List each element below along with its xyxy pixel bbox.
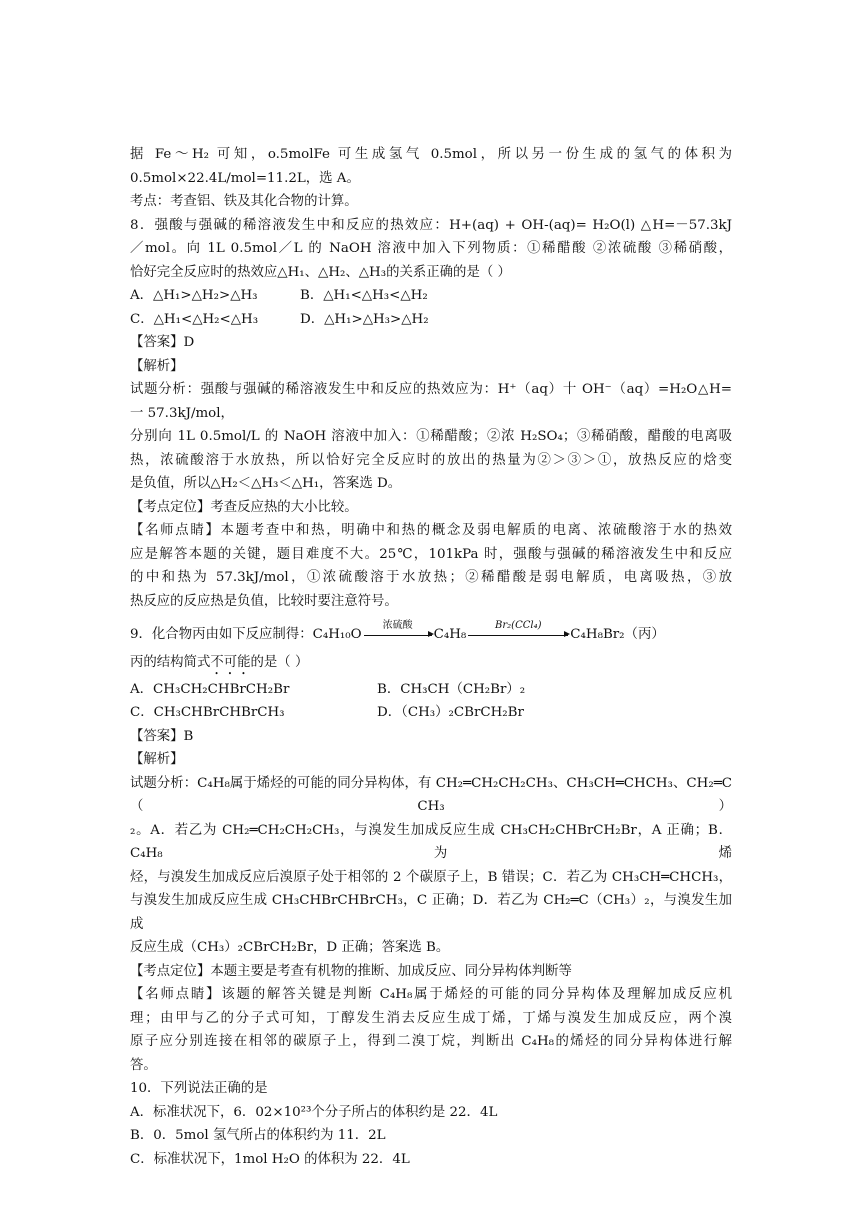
text-line: B．0．5mol 氢气所占的体积约为 11．2L bbox=[130, 1128, 386, 1143]
q9-analysis-heading: 【解析】 bbox=[130, 752, 184, 767]
text-line: 0.5mol×22.4L/mol=11.2L，选 A。 bbox=[130, 170, 360, 186]
q9-reaction bbox=[130, 620, 732, 647]
option-b: B．CH₃CH（CH₂Br）₂ bbox=[377, 681, 526, 697]
q8-answer: 【答案】D bbox=[130, 335, 195, 350]
text-line: 据 Fe～H₂ 可知，o.5molFe 可生成氢气 0.5mol，所以另一份生成的氢气的体积为 bbox=[130, 147, 732, 162]
text-line: 答。 bbox=[130, 1057, 157, 1073]
text-line: 与溴发生加成反应生成 CH₃CHBrCHBrCH₃，C 正确；D．若乙为 CH₂═C（CH₃）₂，与溴发生加成 bbox=[130, 893, 732, 932]
option-a: A．CH₃CH₂CHBrCH₂Br bbox=[130, 681, 290, 697]
text-line: 8．强酸与强碱的稀溶液发生中和反应的热效应：H+(aq) + OH-(aq)= H₂O(l) △H=－57.3kJ bbox=[130, 217, 732, 233]
text-line: 恰好完全反应时的热效应△H₁、△H₂、△H₃的关系正确的是（ ） bbox=[130, 264, 511, 280]
q9-analysis bbox=[130, 772, 732, 1078]
q9-options bbox=[130, 678, 732, 725]
option-b: B．△H₁<△H₃<△H₂ bbox=[300, 288, 428, 303]
text-line: 【考点定位】本题主要是考查有机物的推断、加成反应、同分异构体判断等 bbox=[130, 963, 572, 979]
arrow-1-label: 浓硫酸 bbox=[382, 620, 413, 631]
reaction-arrow-1 bbox=[364, 620, 432, 636]
text-line: 【名师点睛】本题考查中和热，明确中和热的概念及弱电解质的电离、浓硫酸溶于水的热效 bbox=[130, 523, 732, 538]
q9-question-emphasis: 不可能 bbox=[210, 654, 251, 670]
text-line: 烃，与溴发生加成反应后溴原子处于相邻的 2 个碳原子上，B 错误；C．若乙为 CH₃CH═CHCH₃， bbox=[130, 869, 732, 885]
option-row bbox=[130, 678, 732, 702]
text-line: 【名师点睛】该题的解答关键是判断 C₄H₈属于烯烃的可能的同分异构体及理解加成反应机 bbox=[130, 987, 732, 1002]
text-line: 热，浓硫酸溶于水放热，所以恰好完全反应时的放出的热量为②＞③＞①，放热反应的焓变 bbox=[130, 452, 732, 468]
option-d: D．△H₁>△H₃>△H₂ bbox=[300, 311, 429, 327]
reaction-arrow-2 bbox=[468, 620, 568, 636]
text-line: ／mol。向 1L 0.5mol／L 的 NaOH 溶液中加入下列物质：①稀醋酸 ②浓硫酸 ③稀硝酸， bbox=[130, 241, 732, 256]
q9-intermediate: C₄H₈ bbox=[433, 627, 467, 642]
option-row bbox=[130, 308, 732, 332]
q9-question bbox=[130, 651, 732, 678]
option-row bbox=[130, 284, 732, 308]
option-d: D．（CH₃）₂CBrCH₂Br bbox=[377, 705, 524, 720]
text-line: 应是解答本题的关键，题目难度不大。25℃，101kPa 时，强酸与强碱的稀溶液发生中和反应 bbox=[130, 546, 732, 562]
text-line: 试题分析：强酸与强碱的稀溶液发生中和反应的热效应为：H⁺（aq）十 OH⁻（aq）=H₂O△H= bbox=[130, 382, 732, 397]
option-c: C．CH₃CHBrCHBrCH₃ bbox=[130, 705, 285, 720]
text-line: 反应生成（CH₃）₂CBrCH₂Br，D 正确；答案选 B。 bbox=[130, 940, 450, 955]
text-line: C．标准状况下，1mol H₂O 的体积为 22．4L bbox=[130, 1151, 410, 1167]
q10 bbox=[130, 1077, 732, 1171]
text-line: 原子应分别连接在相邻的碳原子上，得到二溴丁烷，判断出 C₄H₈的烯烃的同分异构体进行解 bbox=[130, 1034, 732, 1049]
text-line: ₂。A．若乙为 CH₂═CH₂CH₂CH₃，与溴发生加成反应生成 CH₃CH₂CHBrCH₂Br，A 正确；B．C₄H₈为烯 bbox=[130, 822, 732, 861]
option-a: A．△H₁>△H₂>△H₃ bbox=[130, 288, 258, 303]
text-line: 的中和热为 57.3kJ/mol，①浓硫酸溶于水放热；②稀醋酸是弱电解质，电离吸热，③放 bbox=[130, 570, 732, 585]
text-line: 是负值，所以△H₂＜△H₃＜△H₁，答案选 D。 bbox=[130, 476, 402, 491]
q9-question-a: 丙的结构简式 bbox=[130, 654, 211, 670]
q8-analysis-heading: 【解析】 bbox=[130, 358, 184, 374]
text-line: 【考点定位】考查反应热的大小比较。 bbox=[130, 499, 358, 515]
text-line: 分别向 1L 0.5mol/L 的 NaOH 溶液中加入：①稀醋酸；②浓 H₂SO₄；③稀硝酸，醋酸的电离吸 bbox=[130, 429, 732, 444]
q9-answer: 【答案】B bbox=[130, 728, 194, 744]
text-line: 考点：考查铝、铁及其化合物的计算。 bbox=[130, 194, 358, 209]
text-line: A．标准状况下，6．02×10²³个分子所占的体积约是 22．4L bbox=[130, 1104, 498, 1120]
intro-lines bbox=[130, 143, 732, 284]
option-row bbox=[130, 701, 732, 725]
text-line: 一 57.3kJ/mol， bbox=[130, 405, 234, 421]
text-line: 试题分析：C₄H₈属于烯烃的可能的同分异构体，有 CH₂═CH₂CH₂CH₃、CH₃CH═CHCH₃、CH₂═C（CH₃） bbox=[130, 775, 732, 814]
q8-analysis bbox=[130, 378, 732, 613]
q9-product: C₄H₈Br₂（丙） bbox=[570, 627, 665, 642]
text-line: 理；由甲与乙的分子式可知，丁醇发生消去反应生成丁烯，丁烯与溴发生加成反应，两个溴 bbox=[130, 1010, 732, 1026]
option-c: C．△H₁<△H₂<△H₃ bbox=[130, 311, 259, 327]
document-page bbox=[130, 143, 732, 1171]
arrow-2-label: Br₂(CCl₄) bbox=[495, 620, 542, 631]
q8-options bbox=[130, 284, 732, 331]
text-line: 10．下列说法正确的是 bbox=[130, 1081, 268, 1096]
q9-question-b: 的是（ ） bbox=[250, 654, 309, 670]
q9-prefix: 9．化合物丙由如下反应制得：C₄H₁₀O bbox=[130, 627, 362, 642]
text-line: 热反应的反应热是负值，比较时要注意符号。 bbox=[130, 593, 398, 609]
